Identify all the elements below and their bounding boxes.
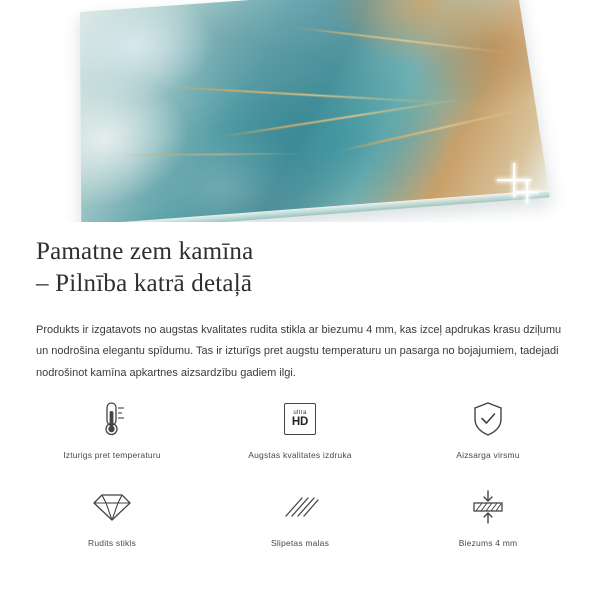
headline-line-1: Pamatne zem kamīna <box>36 238 254 265</box>
hero-image <box>0 0 600 222</box>
feature-item-print-quality <box>206 392 394 480</box>
feature-label: Aizsarga virsmu <box>456 450 520 460</box>
text-content <box>0 222 600 384</box>
feature-label: Biezums 4 mm <box>458 538 518 548</box>
feature-label: Augstas kvalitates izdruka <box>248 450 352 460</box>
glass-panel-graphic <box>80 0 550 222</box>
feature-item-polished-edges <box>206 480 394 568</box>
ultra-hd-icon <box>284 398 316 440</box>
feature-label: Izturigs pret temperaturu <box>63 450 161 460</box>
badge-top-label: ultra <box>293 409 307 416</box>
headline-line-2: – Pilnība katrā detaļā <box>36 270 253 297</box>
feature-item-surface-protection <box>394 392 582 480</box>
feature-item-temperature <box>18 392 206 480</box>
feature-label: Rudits stikls <box>88 538 136 548</box>
feature-item-thickness <box>394 480 582 568</box>
thickness-icon <box>468 486 508 528</box>
thermometer-icon <box>95 398 129 440</box>
feature-item-tempered-glass <box>18 480 206 568</box>
shield-check-icon <box>471 398 505 440</box>
feature-grid <box>0 392 600 568</box>
description-text: Produkts ir izgatavots no augstas kvalitates rudita stikla ar biezumu 4 mm, kas izceļ apdrukas krasu dziļumu un nodrošina elegantu spīdumu. Tas ir izturīgs pret augstu temperaturu un pasarga no bojajumiem, tadejadi nodrošinot kamīna apkartnes aizsardzību gadiem ilgi. <box>36 324 562 379</box>
page-title <box>0 222 600 300</box>
feature-label: Slipetas malas <box>270 538 330 548</box>
diamond-icon <box>92 486 132 528</box>
badge-bottom-label: HD <box>291 415 309 428</box>
marble-texture <box>80 0 550 222</box>
polished-edges-icon <box>280 486 320 528</box>
